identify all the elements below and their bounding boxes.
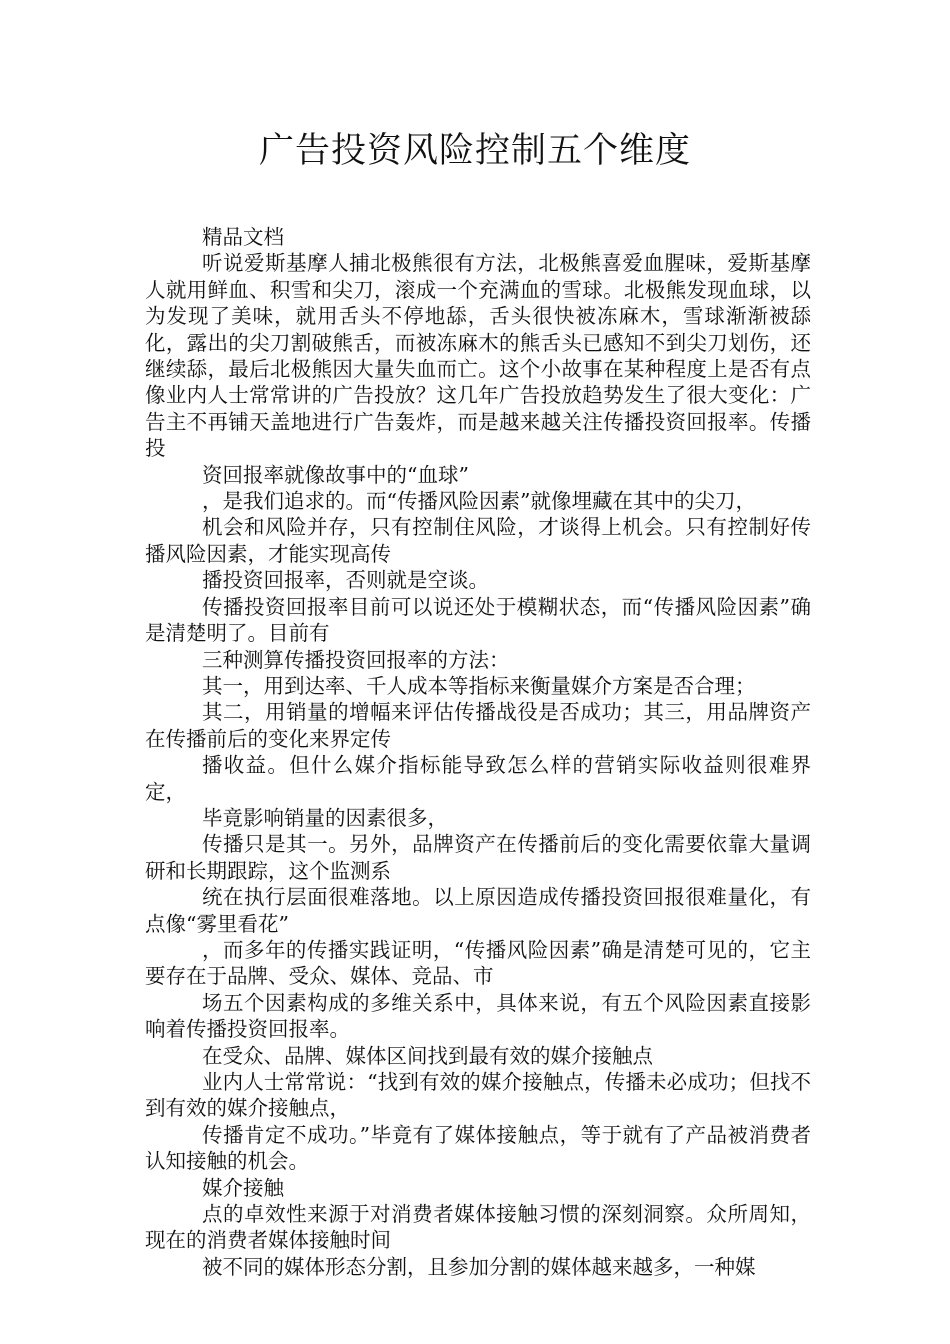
paragraph: 被不同的媒体形态分割，且参加分割的媒体越来越多，一种媒 [202, 1254, 756, 1279]
paragraph: 听说爱斯基摩人捕北极熊很有方法，北极熊喜爱血腥味，爱斯基摩人就用鲜血、积雪和尖刀，滚成一个充满血的雪球。北极熊发现血球，以为发现了美味，就用舌头不停地舔，舌头很快被冻麻木，雪球渐渐被舔化，露出的尖刀割破熊舌，而被冻麻木的熊舌头已感知不到尖刀划伤，还继续舔，最后北极熊因大量失血而亡。这个小故事在某种程度上是否有点像业内人士常常讲的广告投放？这几年广告投放趋势发生了很大变化：广告主不再铺天盖地进行广告轰炸，而是越来越关注传播投资回报率。传播投 [145, 251, 811, 461]
paragraph: 资回报率就像故事中的“血球” [202, 462, 469, 487]
paragraph: 其二，用销量的增幅来评估传播战役是否成功；其三，用品牌资产在传播前后的变化来界定传 [145, 700, 811, 751]
document-body [145, 224, 811, 1280]
paragraph: 传播肯定不成功。”毕竟有了媒体接触点，等于就有了产品被消费者认知接触的机会。 [145, 1122, 811, 1174]
paragraph: 点的卓效性来源于对消费者媒体接触习惯的深刻洞察。众所周知，现在的消费者媒体接触时间 [145, 1202, 811, 1253]
paragraph: 传播投资回报率目前可以说还处于模糊状态，而“传播风险因素”确是清楚明了。目前有 [145, 594, 811, 646]
paragraph: 播投资回报率，否则就是空谈。 [202, 568, 489, 593]
paragraph: 播收益。但什么媒介指标能导致怎么样的营销实际收益则很难界定， [145, 753, 811, 804]
paragraph: 精品文档 [202, 225, 284, 249]
paragraph: 统在执行层面很难落地。以上原因造成传播投资回报很难量化，有点像“雾里看花” [145, 885, 811, 936]
document-title: 广告投资风险控制五个维度 [258, 131, 691, 171]
paragraph: 场五个因素构成的多维关系中，具体来说，有五个风险因素直接影响着传播投资回报率。 [145, 990, 811, 1042]
paragraph: ，而多年的传播实践证明，“传播风险因素”确是清楚可见的，它主要存在于品牌、受众、媒体、竞品、市 [145, 937, 811, 989]
paragraph: 媒介接触 [202, 1175, 284, 1200]
paragraph: 传播只是其一。另外，品牌资产在传播前后的变化需要依靠大量调研和长期跟踪，这个监测系 [145, 832, 811, 883]
paragraph: 三种测算传播投资回报率的方法： [202, 647, 510, 672]
paragraph: 其一，用到达率、千人成本等指标来衡量媒介方案是否合理； [202, 673, 756, 698]
paragraph: 机会和风险并存，只有控制住风险，才谈得上机会。只有控制好传播风险因素，才能实现高传 [145, 515, 811, 566]
paragraph: ，是我们追求的。而“传播风险因素”就像埋藏在其中的尖刀， [202, 489, 756, 514]
paragraph: 毕竟影响销量的因素很多， [202, 805, 448, 830]
paragraph: 业内人士常常说：“找到有效的媒介接触点，传播未必成功；但找不到有效的媒介接触点， [145, 1070, 811, 1121]
section-heading: 在受众、品牌、媒体区间找到最有效的媒介接触点 [202, 1043, 653, 1068]
